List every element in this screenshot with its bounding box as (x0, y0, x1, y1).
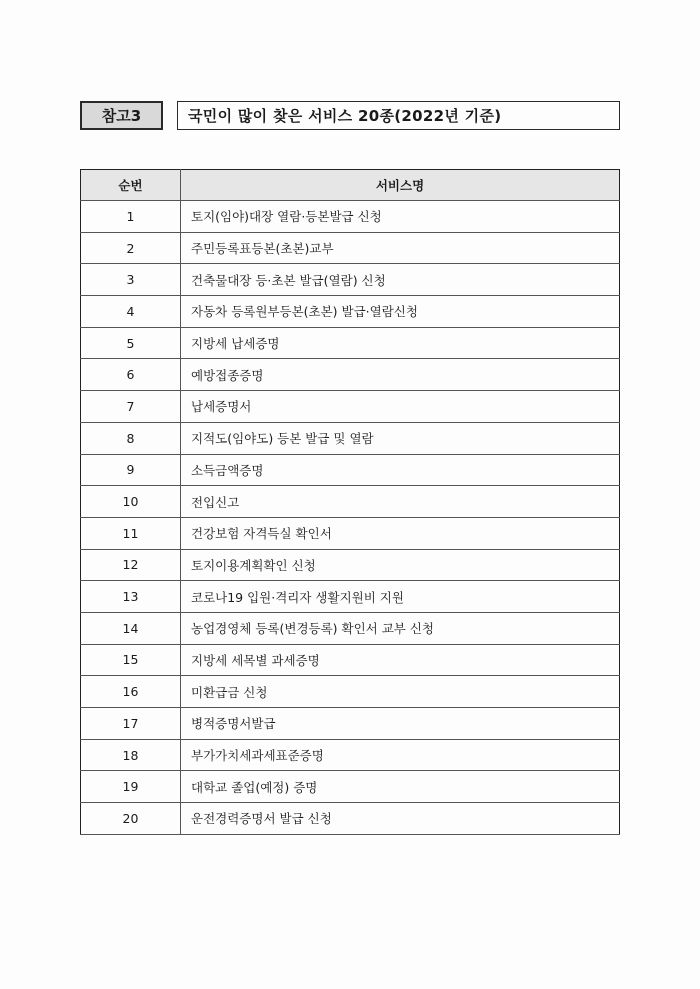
table-row (81, 517, 620, 549)
row-number: 18 (81, 739, 181, 771)
column-header-number: 순번 (81, 170, 181, 201)
row-number: 15 (81, 644, 181, 676)
service-name: 예방접종증명 (181, 359, 620, 391)
table-row (81, 422, 620, 454)
table-row (81, 486, 620, 518)
service-name: 코로나19 입원·격리자 생활지원비 지원 (181, 581, 620, 613)
row-number: 16 (81, 676, 181, 708)
table-row (81, 803, 620, 835)
row-number: 12 (81, 549, 181, 581)
row-number: 14 (81, 612, 181, 644)
row-number: 17 (81, 708, 181, 740)
row-number: 20 (81, 803, 181, 835)
service-name: 지방세 납세증명 (181, 327, 620, 359)
table-row (81, 612, 620, 644)
row-number: 8 (81, 422, 181, 454)
table-row (81, 264, 620, 296)
table-row (81, 739, 620, 771)
row-number: 3 (81, 264, 181, 296)
table-row (81, 359, 620, 391)
service-name: 지적도(임야도) 등본 발급 및 열람 (181, 422, 620, 454)
row-number: 5 (81, 327, 181, 359)
table-row (81, 676, 620, 708)
document-header (80, 101, 620, 134)
service-name: 자동차 등록원부등본(초본) 발급·열람신청 (181, 296, 620, 328)
table-row (81, 232, 620, 264)
table-header-row (81, 170, 620, 201)
service-name: 대학교 졸업(예정) 증명 (181, 771, 620, 803)
service-name: 건축물대장 등·초본 발급(열람) 신청 (181, 264, 620, 296)
table-row (81, 327, 620, 359)
service-name: 병적증명서발급 (181, 708, 620, 740)
service-name: 지방세 세목별 과세증명 (181, 644, 620, 676)
table-row (81, 201, 620, 233)
service-name: 소득금액증명 (181, 454, 620, 486)
service-name: 납세증명서 (181, 391, 620, 423)
row-number: 10 (81, 486, 181, 518)
table-row (81, 296, 620, 328)
column-header-service-name: 서비스명 (181, 170, 620, 201)
row-number: 7 (81, 391, 181, 423)
document-title: 국민이 많이 찾은 서비스 20종(2022년 기준) (177, 101, 620, 130)
row-number: 6 (81, 359, 181, 391)
service-name: 토지이용계획확인 신청 (181, 549, 620, 581)
table-row (81, 771, 620, 803)
service-name: 부가가치세과세표준증명 (181, 739, 620, 771)
services-table (80, 169, 620, 835)
reference-label: 참고3 (80, 101, 163, 130)
service-name: 주민등록표등본(초본)교부 (181, 232, 620, 264)
row-number: 1 (81, 201, 181, 233)
row-number: 19 (81, 771, 181, 803)
service-name: 농업경영체 등록(변경등록) 확인서 교부 신청 (181, 612, 620, 644)
table-row (81, 391, 620, 423)
service-name: 운전경력증명서 발급 신청 (181, 803, 620, 835)
row-number: 9 (81, 454, 181, 486)
service-name: 건강보험 자격득실 확인서 (181, 517, 620, 549)
table-row (81, 708, 620, 740)
row-number: 4 (81, 296, 181, 328)
service-name: 토지(임야)대장 열람·등본발급 신청 (181, 201, 620, 233)
row-number: 11 (81, 517, 181, 549)
service-name: 전입신고 (181, 486, 620, 518)
table-row (81, 549, 620, 581)
row-number: 2 (81, 232, 181, 264)
row-number: 13 (81, 581, 181, 613)
table-row (81, 581, 620, 613)
table-row (81, 454, 620, 486)
service-name: 미환급금 신청 (181, 676, 620, 708)
table-row (81, 644, 620, 676)
